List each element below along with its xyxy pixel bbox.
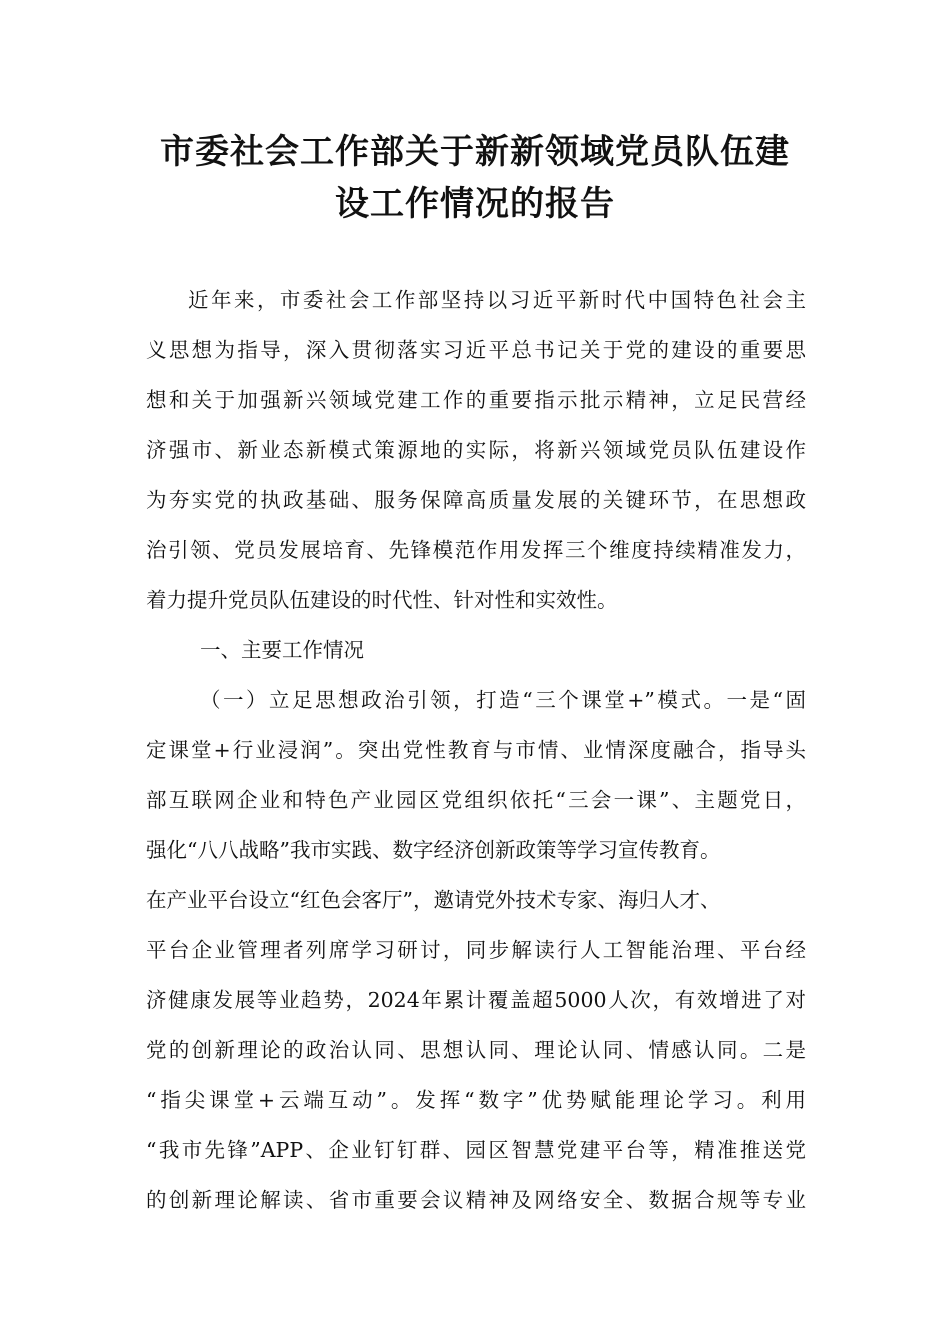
paragraph-line: 为夯实党的执政基础、服务保障高质量发展的关键环节，在思想政: [146, 488, 806, 512]
paragraph-line: 想和关于加强新兴领域党建工作的重要指示批示精神，立足民营经: [146, 388, 806, 412]
paragraph-line: “我市先锋”APP、企业钉钉群、园区智慧党建平台等，精准推送党: [146, 1138, 806, 1162]
paragraph-line: 定课堂+行业浸润”。突出党性教育与市情、业情深度融合，指导头: [146, 738, 806, 762]
paragraph-line: 治引领、党员发展培育、先锋模范作用发挥三个维度持续精准发力，: [146, 538, 806, 562]
paragraph-line: “指尖课堂+云端互动”。发挥“数字”优势赋能理论学习。利用: [146, 1088, 806, 1112]
section-heading: 一、主要工作情况: [200, 638, 364, 662]
paragraph-line: 在产业平台设立“红色会客厅”，邀请党外技术专家、海归人才、: [146, 888, 721, 912]
document-title-line-1: 市委社会工作部关于新新领域党员队伍建: [160, 132, 790, 172]
paragraph-line: 部互联网企业和特色产业园区党组织依托“三会一课”、主题党日，: [146, 788, 806, 812]
paragraph-line: 济强市、新业态新模式策源地的实际，将新兴领域党员队伍建设作: [146, 438, 806, 462]
paragraph-line: 的创新理论解读、省市重要会议精神及网络安全、数据合规等专业: [146, 1188, 806, 1212]
paragraph-line: 强化“八八战略”我市实践、数字经济创新政策等学习宣传教育。: [146, 838, 721, 862]
paragraph-line: 济健康发展等业趋势，2024年累计覆盖超5000人次，有效增进了对: [146, 988, 806, 1012]
paragraph-line: （一）立足思想政治引领，打造“三个课堂+”模式。一是“固: [200, 688, 806, 712]
paragraph-line: 义思想为指导，深入贯彻落实习近平总书记关于党的建设的重要思: [146, 338, 806, 362]
paragraph-line: 着力提升党员队伍建设的时代性、针对性和实效性。: [146, 588, 618, 612]
paragraph-line: 平台企业管理者列席学习研讨，同步解读行人工智能治理、平台经: [146, 938, 806, 962]
document-title-line-2: 设工作情况的报告: [335, 184, 615, 224]
paragraph-line: 近年来，市委社会工作部坚持以习近平新时代中国特色社会主: [188, 288, 806, 312]
paragraph-line: 党的创新理论的政治认同、思想认同、理论认同、情感认同。二是: [146, 1038, 806, 1062]
